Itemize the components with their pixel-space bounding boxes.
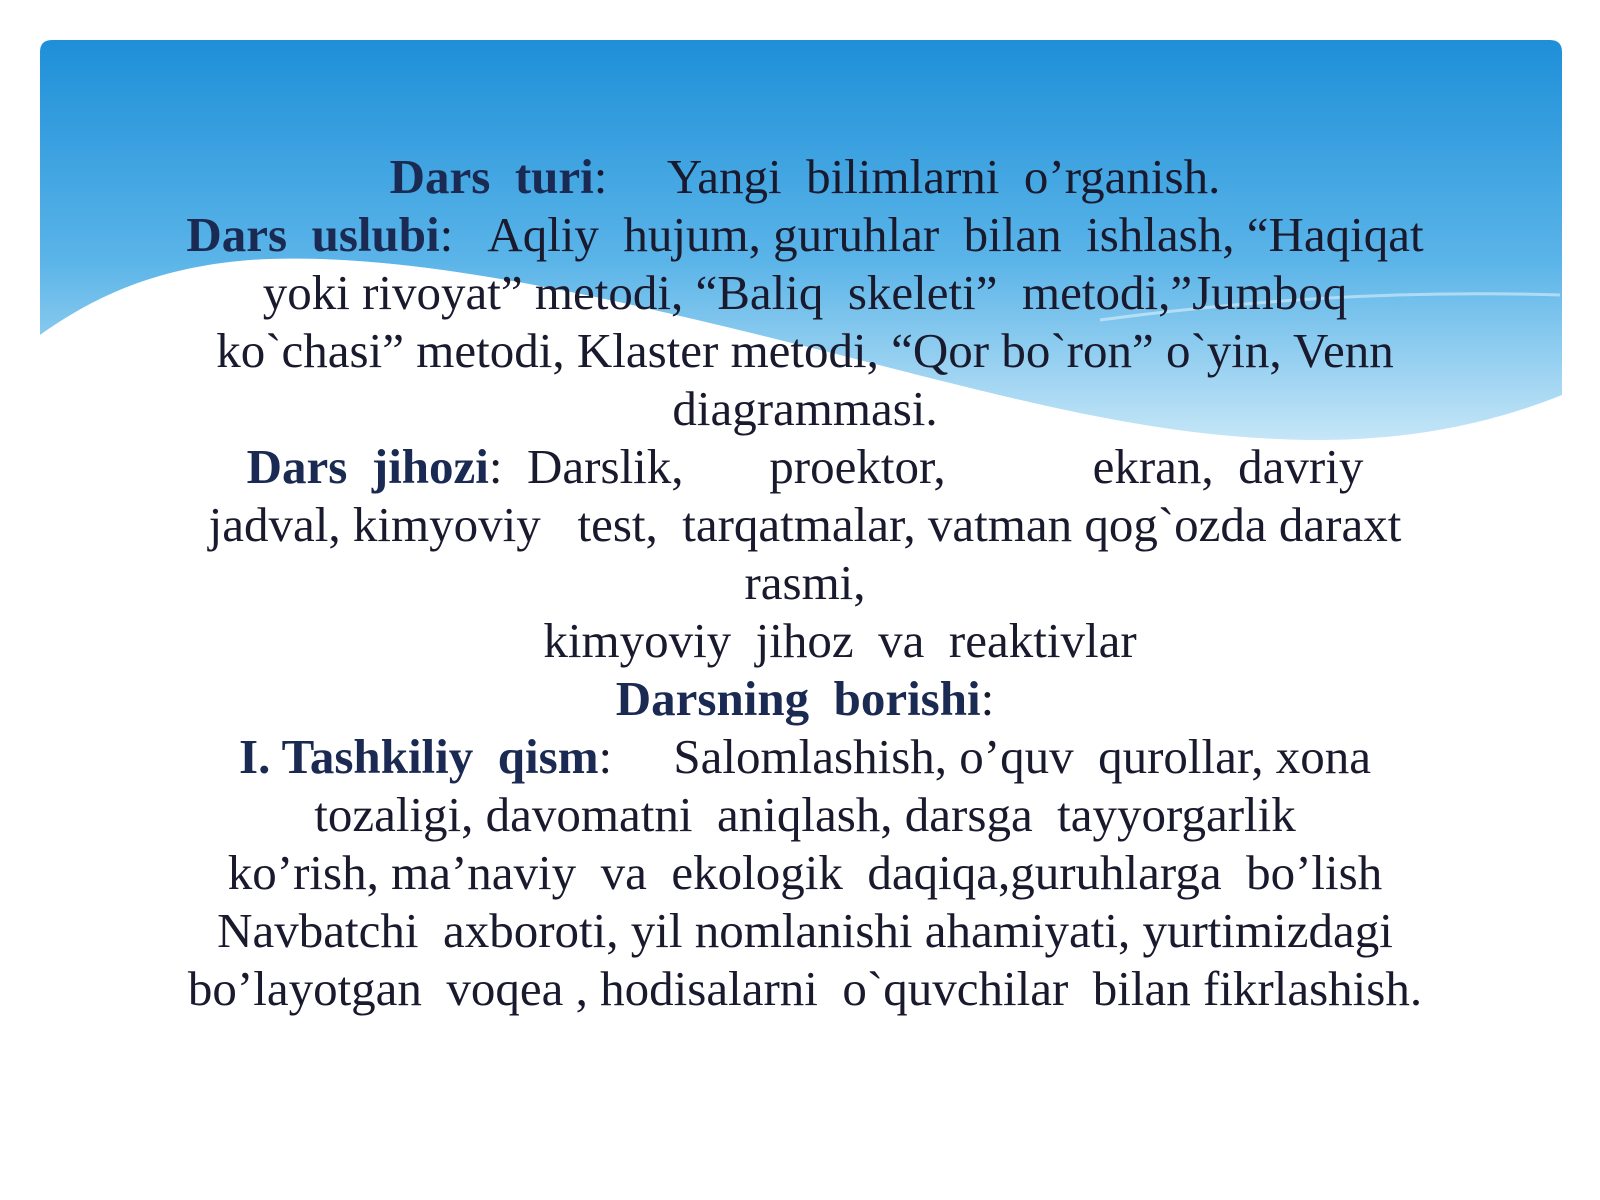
label-darsning-borishi: Darsning borishi xyxy=(615,671,981,726)
line-tashkiliy-3: ko’rish, ma’naviy va ekologik daqiqa,guruhlarga bo’lish xyxy=(227,845,1383,900)
label-dars-jihozi: Dars jihozi xyxy=(246,439,489,494)
slide-text-block xyxy=(120,148,1490,1018)
line-jihozi-4: kimyoviy jihoz va reaktivlar xyxy=(543,613,1137,668)
label-dars-uslubi: Dars uslubi xyxy=(186,207,440,262)
label-tashkiliy-qism: I. Tashkiliy qism xyxy=(239,729,599,784)
line-uslubi-2: yoki rivoyat” metodi, “Baliq skeleti” metodi,”Jumboq xyxy=(262,265,1348,320)
line-dars-uslubi: Dars uslubi: Aqliy hujum, guruhlar bilan ishlash, “Haqiqat xyxy=(186,207,1424,262)
line-dars-turi: Dars turi: Yangi bilimlarni o’rganish. xyxy=(389,149,1221,204)
line-tashkiliy-5: bo’layotgan voqea , hodisalarni o`quvchilar bilan fikrlashish. xyxy=(187,961,1423,1016)
line-jihozi-3: rasmi, xyxy=(744,555,866,610)
line-uslubi-4: diagrammasi. xyxy=(672,381,938,436)
line-tashkiliy-2: tozaligi, davomatni aniqlash, darsga tayyorgarlik xyxy=(314,787,1296,842)
line-dars-jihozi: Dars jihozi: Darslik, proektor, ekran, davriy xyxy=(246,439,1364,494)
line-darsning-borishi: Darsning borishi: xyxy=(615,671,995,726)
line-tashkiliy-4: Navbatchi axboroti, yil nomlanishi ahamiyati, yurtimizdagi xyxy=(217,903,1393,958)
label-dars-turi: Dars turi xyxy=(389,149,594,204)
line-jihozi-2: jadval, kimyoviy test, tarqatmalar, vatman qog`ozda daraxt xyxy=(208,497,1402,552)
line-uslubi-3: ko`chasi” metodi, Klaster metodi, “Qor bo`ron” o`yin, Venn xyxy=(216,323,1394,378)
line-tashkiliy-qism: I. Tashkiliy qism: Salomlashish, o’quv qurollar, xona xyxy=(239,729,1371,784)
